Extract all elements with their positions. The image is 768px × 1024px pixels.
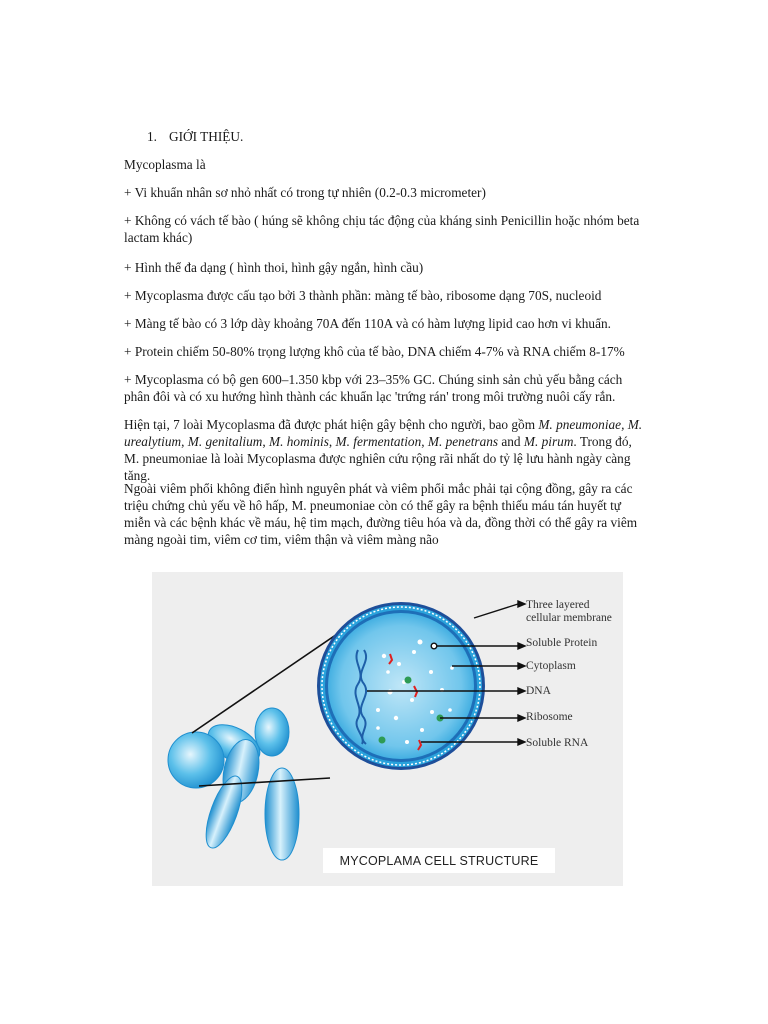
heading-title: GIỚI THIỆU. bbox=[169, 129, 244, 144]
species-name: M. pirum bbox=[523, 434, 574, 449]
intro-line: Mycoplasma là bbox=[124, 157, 206, 172]
label-soluble-protein: Soluble Protein bbox=[526, 637, 598, 649]
species-name: M. genitalium bbox=[187, 434, 263, 449]
species-name: M. hominis bbox=[269, 434, 329, 449]
bullet-shape: + Hình thể đa dạng ( hình thoi, hình gậy ngắn, hình cầu) bbox=[124, 260, 424, 275]
separator: and bbox=[498, 434, 524, 449]
label-cytoplasm: Cytoplasm bbox=[526, 660, 576, 672]
heading-number: 1. bbox=[147, 129, 157, 144]
cell-cross-section bbox=[317, 602, 485, 770]
separator: , bbox=[181, 434, 188, 449]
bullet-protein: + Protein chiếm 50-80% trọng lượng khô của tế bào, DNA chiếm 4-7% và RNA chiếm 8-17% bbox=[124, 344, 625, 359]
bullet-components: + Mycoplasma được cấu tạo bởi 3 thành phần: màng tế bào, ribosome dạng 70S, nucleoid bbox=[124, 288, 602, 303]
label-membrane: Three layered bbox=[526, 599, 590, 611]
zoom-line bbox=[199, 778, 330, 786]
species-name: M. fermentation bbox=[335, 434, 422, 449]
cell-structure-diagram bbox=[152, 572, 623, 886]
label-dna: DNA bbox=[526, 685, 551, 697]
species-name: M. pneumoniae, M. urealytium bbox=[124, 417, 643, 449]
disease-paragraph: Ngoài viêm phổi không điển hình nguyên phát và viêm phổi mắc phải tại cộng đồng, gây ra các triệu chứng chủ yếu về hô hấp, M. pneumoniae còn có thể gây ra bệnh thiếu máu tán huyết tự miễn và các bệnh khác về máu, hệ tim mạch, đường tiêu hóa và da, đồng thời có thể gây ra viêm màng ngoài tim, viêm cơ tim, viêm thận và viêm màng não bbox=[124, 481, 638, 547]
species-paragraph bbox=[124, 416, 649, 484]
figure-caption: MYCOPLAMA CELL STRUCTURE bbox=[339, 854, 539, 868]
bullet-cell-wall: + Không có vách tế bào ( húng sẽ không chịu tác động của kháng sinh Penicillin hoặc nhóm beta lactam khác) bbox=[124, 213, 640, 245]
species-outro: . Trong đó, M. pneumoniae là loài Mycoplasma được nghiên cứu rộng rãi nhất do tỷ lệ lưu hành ngày càng tăng. bbox=[124, 434, 632, 483]
bullet-membrane: + Màng tế bào có 3 lớp dày khoảng 70A đến 110A và có hàm lượng lipid cao hơn vi khuẩn. bbox=[124, 316, 611, 331]
bullet-size: + Vi khuẩn nhân sơ nhỏ nhất có trong tự nhiên (0.2-0.3 micrometer) bbox=[124, 185, 486, 200]
mycoplasma-figure bbox=[152, 572, 623, 886]
separator: , bbox=[328, 434, 336, 449]
separator: , bbox=[421, 434, 428, 449]
label-ribosome: Ribosome bbox=[526, 711, 573, 723]
section-heading bbox=[147, 128, 243, 145]
label-membrane: cellular membrane bbox=[526, 612, 612, 624]
separator: , bbox=[262, 434, 270, 449]
species-intro: Hiện tại, 7 loài Mycoplasma đã được phát hiện gây bệnh cho người, bao gồm bbox=[124, 417, 539, 432]
bullet-genome: + Mycoplasma có bộ gen 600–1.350 kbp với 23–35% GC. Chúng sinh sản chủ yếu bằng cách phân đôi và có xu hướng hình thành các khuẩn lạc 'trứng rán' trong môi trường nuôi cấy rắn. bbox=[124, 372, 623, 404]
species-name: M. penetrans bbox=[427, 434, 499, 449]
label-soluble-rna: Soluble RNA bbox=[526, 737, 589, 749]
